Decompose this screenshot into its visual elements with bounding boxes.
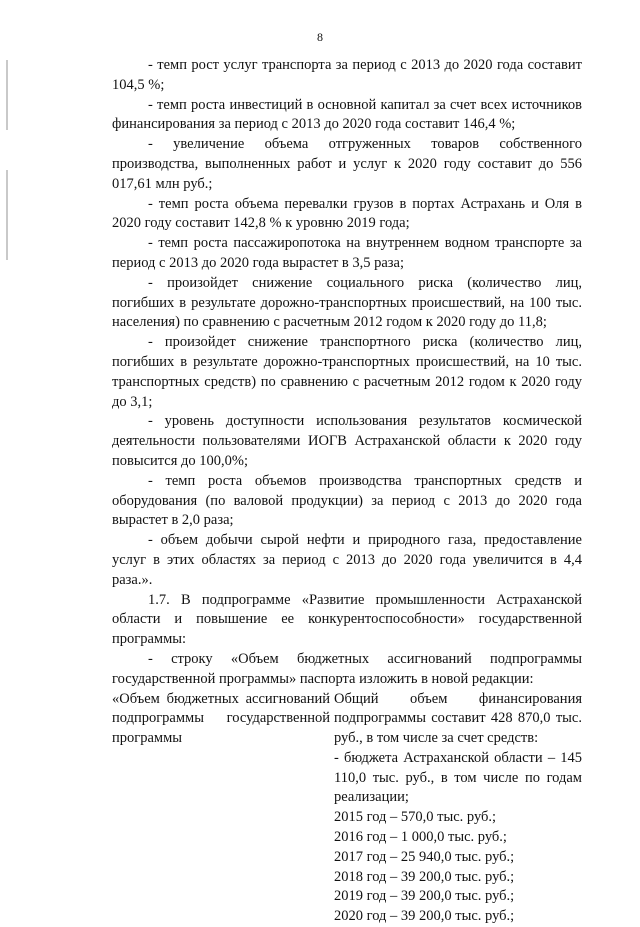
funding-year-2020: 2020 год – 39 200,0 тыс. руб.; bbox=[334, 907, 582, 927]
paragraph: - строку «Объем бюджетных ассигнований подпрограммы государственной программы» паспорта изложить в новой редакции: bbox=[112, 650, 582, 690]
funding-year-2016: 2016 год – 1 000,0 тыс. руб.; bbox=[334, 828, 582, 848]
page-number: 8 bbox=[0, 30, 640, 45]
passport-table bbox=[112, 690, 582, 927]
paragraph: - темп роста пассажиропотока на внутреннем водном транспорте за период с 2013 до 2020 года вырастет в 3,5 раза; bbox=[112, 234, 582, 274]
paragraph: - темп роста инвестиций в основной капитал за счет всех источников финансирования за период с 2013 до 2020 года составит 146,4 %; bbox=[112, 96, 582, 136]
passport-table-label: «Объем бюджетных ассигнований подпрограммы государственной программы bbox=[112, 690, 330, 927]
scan-margin-mark bbox=[6, 60, 8, 130]
funding-year-2018: 2018 год – 39 200,0 тыс. руб.; bbox=[334, 868, 582, 888]
paragraph: - увеличение объема отгруженных товаров собственного производства, выполненных работ и услуг к 2020 году составит до 556 017,61 млн руб.; bbox=[112, 135, 582, 194]
paragraph: - объем добычи сырой нефти и природного газа, предоставление услуг в этих областях за период с 2013 до 2020 года увеличится в 4,4 раза.». bbox=[112, 531, 582, 590]
paragraph: - темп роста объемов производства транспортных средств и оборудования (по валовой продукции) за период с 2013 до 2020 года вырастет в 2,0 раза; bbox=[112, 472, 582, 531]
funding-regional-budget: - бюджета Астраханской области – 145 110,0 тыс. руб., в том числе по годам реализации; bbox=[334, 749, 582, 808]
document-body bbox=[112, 56, 582, 927]
paragraph: - темп рост услуг транспорта за период с 2013 до 2020 года составит 104,5 %; bbox=[112, 56, 582, 96]
funding-total: Общий объем финансирования подпрограммы составит 428 870,0 тыс. руб., в том числе за счет средств: bbox=[334, 690, 582, 749]
paragraph: - произойдет снижение социального риска (количество лиц, погибших в результате дорожно-транспортных происшествий, на 100 тыс. населения) по сравнению с расчетным 2012 годом к 2020 году до 11,8; bbox=[112, 274, 582, 333]
funding-year-2017: 2017 год – 25 940,0 тыс. руб.; bbox=[334, 848, 582, 868]
paragraph: - темп роста объема перевалки грузов в портах Астрахань и Оля в 2020 году составит 142,8 % к уровню 2019 года; bbox=[112, 195, 582, 235]
passport-table-value bbox=[334, 690, 582, 927]
funding-year-2019: 2019 год – 39 200,0 тыс. руб.; bbox=[334, 887, 582, 907]
funding-year-2015: 2015 год – 570,0 тыс. руб.; bbox=[334, 808, 582, 828]
paragraph: - уровень доступности использования результатов космической деятельности пользователями ИОГВ Астраханской области к 2020 году повысится до 100,0%; bbox=[112, 412, 582, 471]
paragraph: - произойдет снижение транспортного риска (количество лиц, погибших в результате дорожно-транспортных происшествий, на 10 тыс. транспортных средств) по сравнению с расчетным 2012 годом к 2020 году до 3,1; bbox=[112, 333, 582, 412]
section-heading: 1.7. В подпрограмме «Развитие промышленности Астраханской области и повышение ее конкурентоспособности» государственной программы: bbox=[112, 591, 582, 650]
scan-margin-mark bbox=[6, 170, 8, 260]
